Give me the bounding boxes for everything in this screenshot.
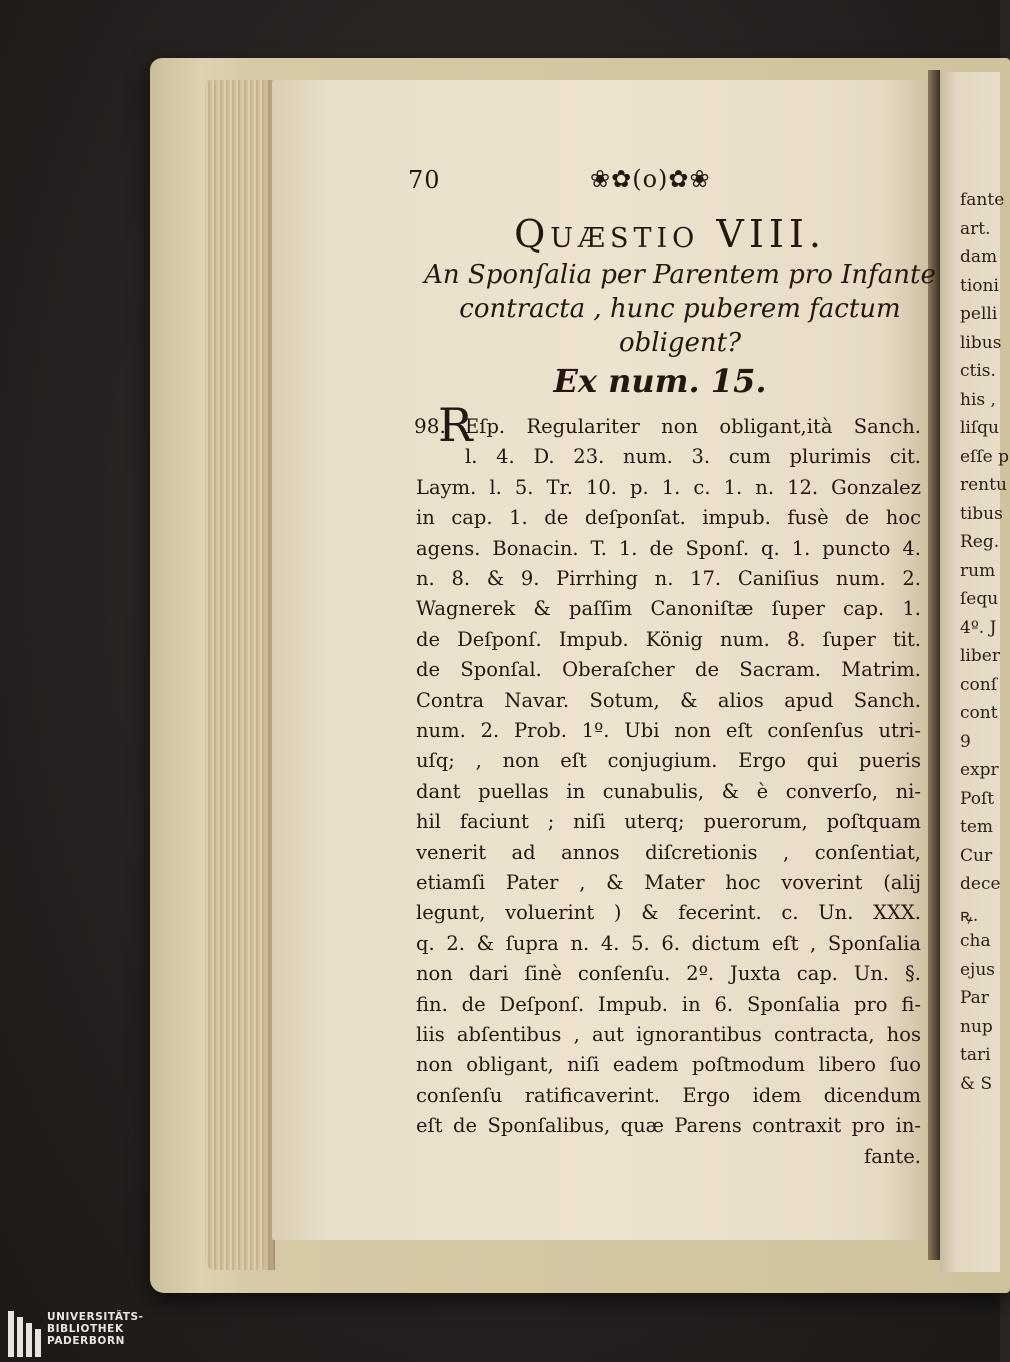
facing-text-line: libus (960, 332, 1002, 353)
facing-text-line: Cur (960, 845, 993, 866)
library-logo (8, 1311, 144, 1357)
text-line: legunt, voluerint ) & fecerint. c. Un. XXX. (416, 901, 921, 925)
number-reference: Ex num. 15. (553, 362, 767, 400)
facing-text-line: tibus (960, 503, 1003, 524)
facing-text-line: pelli (960, 304, 998, 324)
question-subtitle (420, 258, 940, 360)
text-line: q. 2. & ſupra n. 4. 5. 6. dictum eſt , Sponſalia (416, 931, 921, 955)
facing-text-line: tioni (960, 275, 999, 296)
library-name-line: UNIVERSITÄTS- (47, 1311, 144, 1323)
text-line: in cap. 1. de deſponſat. impub. fusè de hoc (416, 506, 921, 530)
library-name-line: BIBLIOTHEK (47, 1323, 124, 1335)
facing-text-line: art. (960, 218, 991, 239)
facing-text-line: ctis. (960, 361, 996, 381)
text-line: Wagnerek & paſſim Canoniſtæ ſuper cap. 1. (416, 597, 921, 621)
facing-text-line: liber (960, 646, 1000, 666)
paragraph-number: 98. (414, 414, 446, 438)
facing-text-line: ꝶ. (960, 905, 979, 926)
text-line: Contra Navar. Sotum, & alios apud Sanch. (416, 688, 921, 712)
facing-text-line: nup (960, 1016, 993, 1037)
library-name-line: PADERBORN (47, 1335, 126, 1347)
facing-text-line: his , (960, 389, 996, 410)
text-line: fante. (864, 1144, 921, 1168)
text-line: agens. Bonacin. T. 1. de Sponſ. q. 1. puncto 4. (416, 536, 921, 560)
facing-text-line: 4º. J (960, 617, 997, 638)
facing-text-line: dam (960, 247, 998, 267)
facing-text-line: tem (960, 817, 994, 837)
facing-text-line: & S (960, 1073, 993, 1094)
text-line: n. 8. & 9. Pirrhing n. 17. Caniſius num. 2. (416, 567, 921, 590)
header-ornament: ❀✿(o)✿❀ (590, 165, 711, 193)
facing-text-line: rentu (960, 475, 1007, 495)
subtitle-line: contracta , hunc puberem factum (459, 294, 901, 324)
facing-text-line: cha (960, 931, 991, 951)
facing-text-line: dece (960, 874, 1001, 894)
text-line: l. 4. D. 23. num. 3. cum plurimis cit. (465, 445, 921, 469)
facing-text-line: fante (960, 190, 1005, 210)
text-line: etiamſi Pater , & Mater hoc voverint (alij (416, 871, 921, 894)
question-title: Quæstio VIII. (514, 212, 826, 256)
facing-text-line: liſqu (960, 418, 999, 438)
text-line: de Deſponſ. Impub. König num. 8. ſuper tit. (416, 627, 921, 651)
text-line: de Sponſal. Oberaſcher de Sacram. Matrim. (416, 658, 921, 682)
facing-text-line: rum (960, 560, 996, 581)
page-number: 70 (408, 166, 441, 194)
drop-cap: R (438, 398, 473, 452)
library-logo-icon (8, 1311, 41, 1357)
facing-text-line: ejus (960, 959, 996, 980)
text-line: num. 2. Prob. 1º. Ubi non eſt conſenſus utri- (416, 719, 921, 742)
text-line: fin. de Deſponſ. Impub. in 6. Sponſalia pro fi- (416, 992, 921, 1016)
facing-text-line: Poſt (960, 788, 995, 809)
text-line: uſq; , non eſt conjugium. Ergo qui pueris (416, 749, 921, 773)
facing-text-line: conſ (960, 674, 997, 695)
text-line: non obligant, niſi eadem poſtmodum libero ſuo (416, 1053, 921, 1077)
text-line: conſenſu ratificaverint. Ergo idem dicendum (416, 1083, 921, 1107)
text-line: Laym. l. 5. Tr. 10. p. 1. c. 1. n. 12. Gonzalez (416, 475, 921, 499)
text-line: venerit ad annos diſcretionis , conſentiat, (416, 840, 921, 864)
facing-text-line: 9 (960, 731, 971, 752)
facing-text-line: Par (960, 988, 989, 1008)
subtitle-line: An Sponſalia per Parentem pro Infante (424, 260, 936, 290)
facing-text-line: eſſe p (960, 446, 1009, 467)
facing-text-line: cont (960, 703, 998, 723)
text-line: dant puellas in cunabulis, & è converſo, ni- (416, 779, 921, 803)
facing-text-line: Reg. (960, 532, 1000, 552)
text-line: non dari ſinè conſenſu. 2º. Juxta cap. Un. §. (416, 962, 921, 986)
facing-text-line: tari (960, 1045, 991, 1065)
facing-text-line: ſequ (960, 589, 999, 609)
subtitle-line: obligent? (618, 328, 742, 358)
facing-text-line: expr (960, 760, 999, 780)
library-name (47, 1311, 144, 1347)
text-line: eſt de Sponſalibus, quæ Parens contraxit pro in- (416, 1114, 921, 1138)
text-line: hil faciunt ; niſi uterq; puerorum, poſtquam (416, 810, 921, 834)
text-line: Eſp. Regulariter non obligant,ità Sanch. (465, 415, 921, 438)
text-line: liis abſentibus , aut ignorantibus contracta, hos (416, 1023, 921, 1046)
